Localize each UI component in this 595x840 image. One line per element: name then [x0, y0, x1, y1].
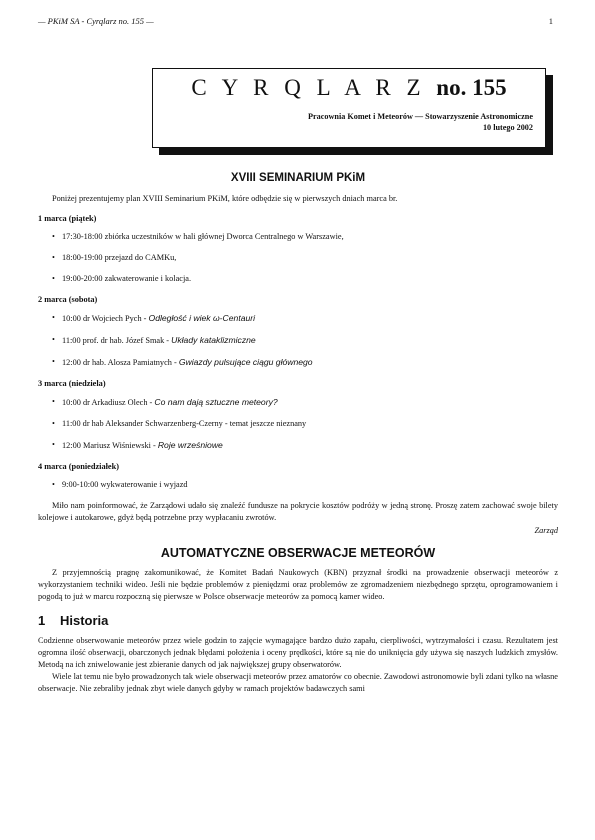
- schedule-item: [52, 356, 558, 369]
- schedule-item-text: 10:00 dr Wojciech Pych -: [62, 314, 149, 323]
- schedule-list: [38, 396, 558, 452]
- schedule-item-text: 19:00-20:00 zakwaterowanie i kolacja.: [62, 274, 192, 283]
- seminar-schedule: [38, 213, 558, 491]
- seminar-intro: Poniżej prezentujemy plan XVIII Seminarium PKiM, które odbędzie się w pierwszych dniach marca br.: [52, 194, 398, 203]
- schedule-list: [38, 479, 558, 491]
- schedule-item-text: 12:00 Mariusz Wiśniewski -: [62, 441, 158, 450]
- schedule-item-text: 9:00-10:00 wykwaterowanie i wyjazd: [62, 480, 188, 489]
- schedule-list: [38, 231, 558, 285]
- schedule-item: [52, 252, 558, 264]
- talk-title: Co nam dają sztuczne meteory?: [154, 397, 278, 407]
- masthead-name: C Y R Q L A R Z: [191, 75, 426, 100]
- schedule-item: [52, 334, 558, 347]
- day-label: 4 marca (poniedziałek): [38, 462, 119, 471]
- auto-intro: Z przyjemnością pragnę zakomunikować, że Komitet Badań Naukowych (KBN) przyznał środki na prowadzenie obserwacji meteorów z wykorzystaniem techniki wideo. Jeśli nie będzie problemów z pieniędzmi oraz problemów ze zgromadzeniem niezbędnego sprzętu, oprogramowaniem i pogodą to już w marcu rozpoczną się pierwsze w Polsce obserwacje meteorów za pomocą kamer wideo.: [38, 568, 558, 601]
- masthead-subtitle: [308, 111, 533, 133]
- schedule-item: [52, 273, 558, 285]
- issue-number: no. 155: [436, 75, 507, 100]
- schedule-item-text: 18:00-19:00 przejazd do CAMKu,: [62, 253, 177, 262]
- seminar-closing: Miło nam poinformować, że Zarządowi udało się znaleźć fundusze na pokrycie kosztów podróży w jedną stronę. Proszę zatem zachować swoje bilety kolejowe i autokarowe, gdyż będą potrzebne przy wypłacaniu zwrotów.: [38, 501, 558, 522]
- schedule-item: [52, 231, 558, 243]
- schedule-item: [52, 479, 558, 491]
- section-title: Historia: [60, 613, 109, 628]
- schedule-item-text: 11:00 dr hab Aleksander Schwarzenberg-Czerny - temat jeszcze nieznany: [62, 419, 307, 428]
- signature: Zarząd: [534, 526, 558, 535]
- schedule-item-text: 17:30-18:00 zbiórka uczestników w hali głównej Dworca Centralnego w Warszawie,: [62, 232, 344, 241]
- talk-title: Gwiazdy pulsujące ciągu głównego: [178, 357, 313, 367]
- schedule-item: [52, 439, 558, 452]
- day-label: 2 marca (sobota): [38, 295, 98, 304]
- schedule-item-text: 12:00 dr hab. Alosza Pamiatnych -: [62, 358, 179, 367]
- organization-name: Pracownia Komet i Meteorów — Stowarzyszenie Astronomiczne: [308, 112, 533, 121]
- talk-title: Roje wrześniowe: [157, 440, 223, 450]
- schedule-item-text: 11:00 prof. dr hab. Józef Smak -: [62, 336, 172, 345]
- running-header-text: — PKiM SA - Cyrqlarz no. 155 —: [38, 16, 154, 26]
- day-label: 1 marca (piątek): [38, 214, 97, 223]
- day-label: 3 marca (niedziela): [38, 379, 106, 388]
- history-paragraph-1: Codzienne obserwowanie meteorów przez wiele godzin to zajęcie wymagające bardzo dużo zapału, cierpliwości, wytrzymałości i czasu. Rezultatem jest ogromna ilość obserwacji, obarczonych jednak błędami położenia i oceny prędkości, które są nie do uniknięcia gdy używa się naszych ludzkich zmysłów. Metodą na ich zniwelowanie jest zbieranie danych od jak największej grupy obserwatorów.: [38, 636, 558, 669]
- schedule-item: [52, 396, 558, 409]
- schedule-item: [52, 418, 558, 430]
- talk-title: Układy kataklizmiczne: [171, 335, 256, 345]
- running-header: [38, 16, 553, 30]
- history-paragraph-2: Wiele lat temu nie było prowadzonych tak wiele obserwacji meteorów przez amatorów co obecnie. Zawodowi astronomowie byli zdani tylko na własne obserwacje. Nie zebraliby jednak zbyt wiele danych gdyby w ramach projektów badawczych sami: [38, 672, 558, 693]
- page-number: 1: [548, 16, 553, 26]
- article-body: [38, 172, 558, 695]
- masthead-title: [153, 75, 545, 101]
- section-number: 1: [38, 613, 46, 628]
- auto-heading: AUTOMATYCZNE OBSERWACJE METEORÓW: [160, 546, 436, 560]
- schedule-item: [52, 312, 558, 325]
- schedule-item-text: 10:00 dr Arkadiusz Olech -: [62, 398, 155, 407]
- masthead-box: [152, 68, 546, 148]
- seminar-heading: XVIII SEMINARIUM PKiM: [230, 172, 366, 184]
- talk-title: Odległość i wiek ω-Centauri: [148, 313, 256, 323]
- issue-date: 10 lutego 2002: [482, 123, 533, 132]
- schedule-list: [38, 312, 558, 369]
- section-heading: [38, 615, 558, 627]
